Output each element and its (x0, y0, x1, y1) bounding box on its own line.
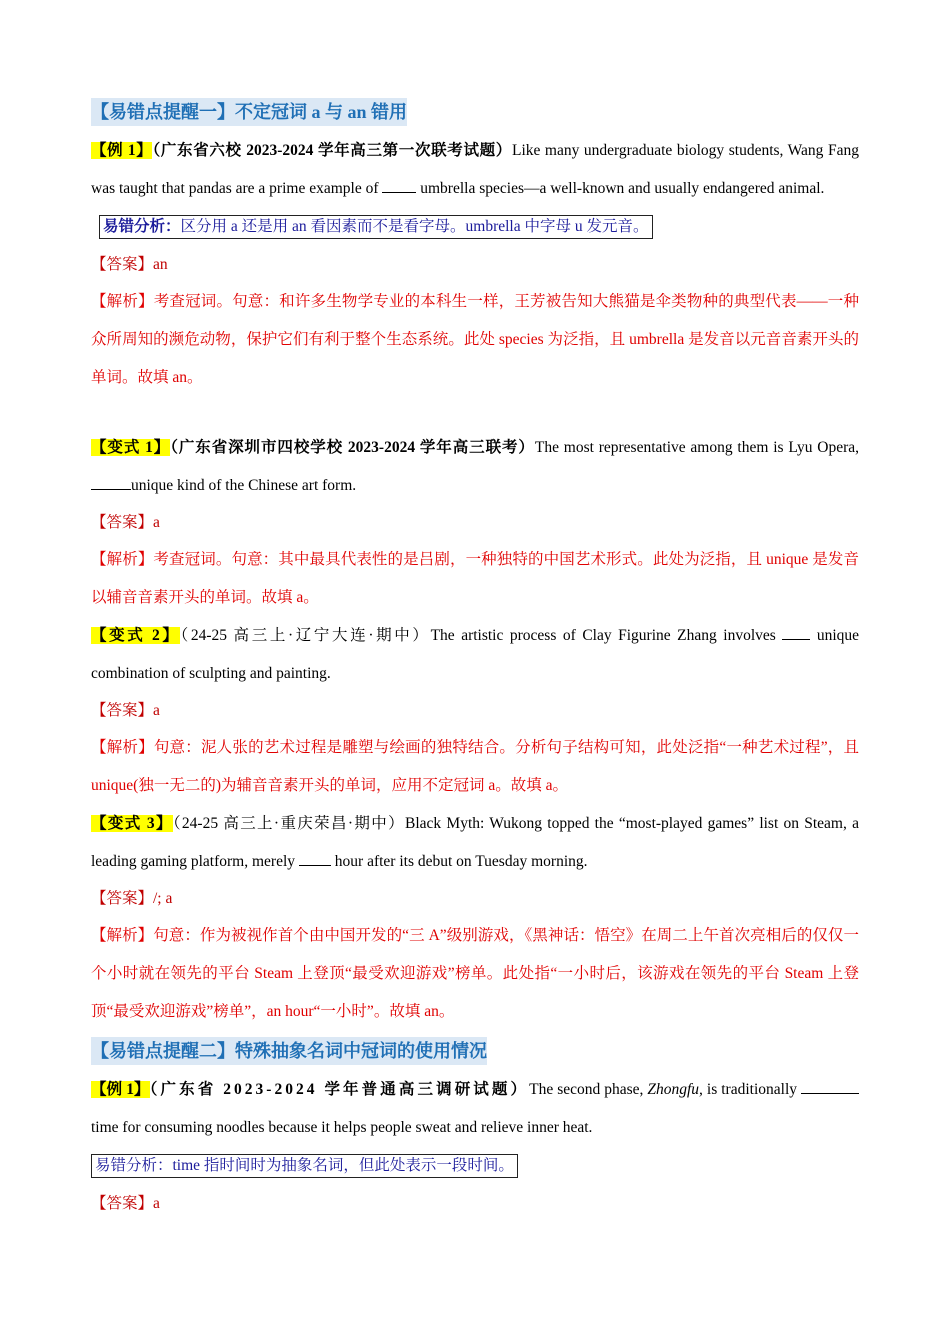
example-1-question (91, 132, 859, 208)
error-analysis-label: 易错分析： (103, 218, 181, 235)
answer-line: 【答案】a (91, 1195, 160, 1212)
example-tag: 【例 1】 (91, 1081, 150, 1098)
question-text: The second phase, (529, 1081, 648, 1098)
variant-3-question (91, 805, 859, 881)
question-text: is traditionally (702, 1081, 801, 1098)
question-text: time for consuming noodles because it helps people sweat and relieve inner heat. (91, 1119, 593, 1136)
answer-blank (801, 1079, 859, 1094)
document-page (91, 92, 859, 1222)
variant-2-question (91, 617, 859, 693)
variant-tag: 【变式 2】 (91, 627, 181, 644)
answer-line: 【答案】a (91, 514, 160, 531)
question-source: （广东省深圳市四校学校 2023-2024 学年高三联考） (170, 439, 535, 456)
answer-blank (299, 851, 331, 866)
answer-blank (382, 178, 416, 193)
variant-tag: 【变式 3】 (91, 815, 173, 832)
answer-line: 【答案】/; a (91, 890, 173, 907)
explanation: 【解析】句意：作为被视作首个由中国开发的“三 A”级别游戏，《黑神话：悟空》在周二上午首次亮相后的仅仅一个小时就在领先的平台 Steam 上登顶“最受欢迎游戏”榜单。此处指“一小时后，该游戏在领先的平台 Steam 上登顶“最受欢迎游戏”榜单”，an hour“一小时”。故填 an。 (91, 927, 859, 1020)
question-source: （广东省六校 2023-2024 学年高三第一次联考试题） (152, 142, 512, 159)
explanation: 【解析】考查冠词。句意：其中最具代表性的是吕剧，一种独特的中国艺术形式。此处为泛指，且 unique 是发音以辅音音素开头的单词。故填 a。 (91, 551, 859, 606)
example-tag: 【例 1】 (91, 142, 153, 159)
question-source: （24-25 高三上·重庆荣昌·期中） (172, 815, 406, 832)
italic-term: Zhongfu, (647, 1081, 703, 1098)
question-source: （24-25 高三上·辽宁大连·期中） (180, 627, 431, 644)
error-analysis-text: 易错分析：time 指时间时为抽象名词，但此处表示一段时间。 (95, 1157, 514, 1174)
question-text: unique kind of the Chinese art form. (131, 477, 357, 494)
question-text: hour after its debut on Tuesday morning. (330, 853, 588, 870)
answer-blank (91, 475, 131, 490)
error-analysis-text: 区分用 a 还是用 an 看因素而不是看字母。umbrella 中字母 u 发元音。 (180, 218, 649, 235)
variant-tag: 【变式 1】 (91, 439, 171, 456)
question-text: umbrella species—a well-known and usually endangered animal. (416, 180, 825, 197)
answer-line: 【答案】an (91, 256, 168, 273)
question-text: The artistic process of Clay Figurine Zhang involves (430, 627, 783, 644)
answer-line: 【答案】a (91, 702, 160, 719)
question-text: Black Myth: Wukong topped the “most-played games” list on Steam, a leading gaming platform, merely (91, 815, 859, 870)
variant-1-question (91, 429, 859, 505)
section-heading-2: 【易错点提醒二】特殊抽象名词中冠词的使用情况 (91, 1037, 487, 1065)
section-heading-1: 【易错点提醒一】不定冠词 a 与 an 错用 (91, 98, 407, 126)
error-analysis-box (99, 215, 653, 239)
question-text: unique combination of sculpting and painting. (91, 627, 859, 682)
explanation: 【解析】考查冠词。句意：和许多生物学专业的本科生一样，王芳被告知大熊猫是伞类物种的典型代表——一种众所周知的濒危动物，保护它们有利于整个生态系统。此处 species 为泛指，且 umbrella 是发音以元音音素开头的单词。故填 an。 (91, 293, 859, 386)
question-source: （广东省 2023-2024 学年普通高三调研试题） (149, 1081, 530, 1098)
question-text: The most representative among them is Lyu Opera, (534, 439, 859, 456)
answer-blank (782, 625, 810, 640)
explanation: 【解析】句意：泥人张的艺术过程是雕塑与绘画的独特结合。分析句子结构可知，此处泛指“一种艺术过程”，且 unique(独一无二的)为辅音音素开头的单词，应用不定冠词 a。故填 a。 (91, 739, 859, 794)
error-analysis-box (91, 1154, 518, 1178)
question-text: Like many undergraduate biology students, Wang Fang was taught that pandas are a prime example of (91, 142, 859, 197)
example-2-question (91, 1071, 859, 1147)
